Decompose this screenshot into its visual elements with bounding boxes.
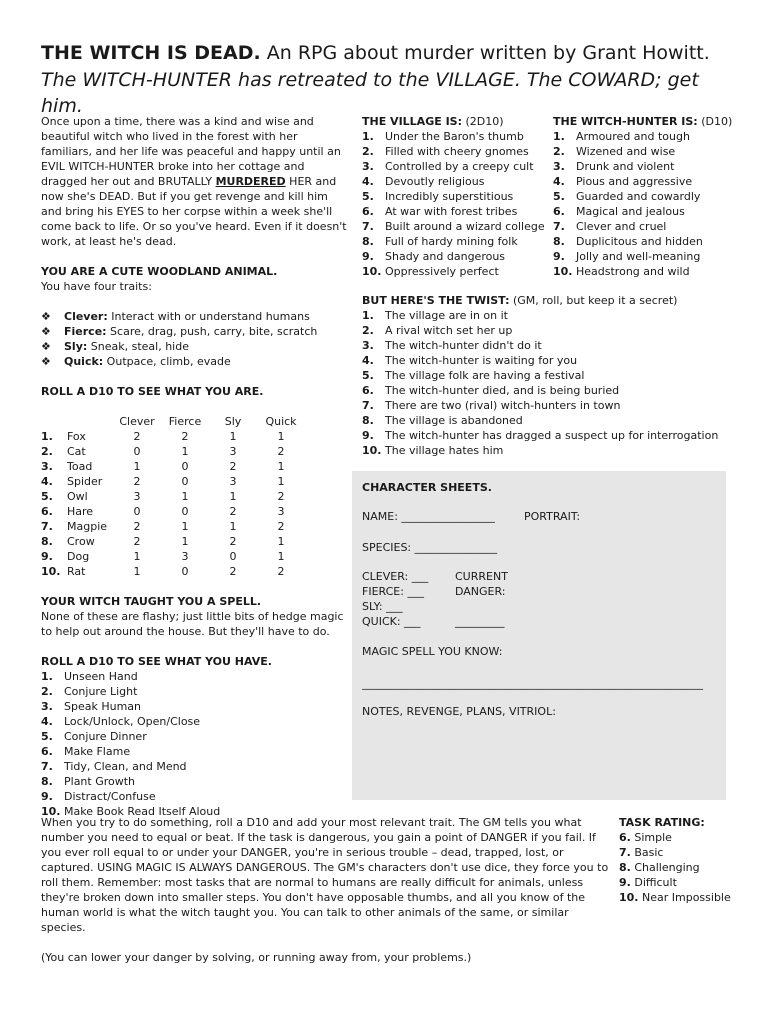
list-item: 4. The witch-hunter is waiting for you [362,354,578,367]
list-item: 7. Built around a wizard college [362,220,545,233]
twist-heading: BUT HERE'S THE TWIST: (GM, roll, but keep it a secret) [362,294,678,307]
list-item: 6. The witch-hunter died, and is being buried [362,384,620,397]
list-item: 5. Incredibly superstitious [362,190,514,203]
list-item: 5. Conjure Dinner [41,730,147,743]
list-item: 3. Drunk and violent [553,160,675,173]
task-rating-section [619,815,749,905]
roll-animal-heading: ROLL A D10 TO SEE WHAT YOU ARE. [41,385,264,398]
animal-subtext: You have four traits: [41,280,152,293]
list-item: 6. At war with forest tribes [362,205,518,218]
animal-heading: YOU ARE A CUTE WOODLAND ANIMAL. [41,265,278,278]
list-item: 7. Tidy, Clean, and Mend [41,760,187,773]
rules-section [41,815,611,965]
diamond-bullet-icon: ❖ [41,310,51,323]
list-item: 8. Duplicitous and hidden [553,235,703,248]
list-item: 9. Jolly and well-meaning [553,250,701,263]
witch-hunter-list [553,129,733,279]
diamond-bullet-icon: ❖ [41,340,51,353]
list-item: 5. Guarded and cowardly [553,190,701,203]
list-item: 3. Controlled by a creepy cult [362,160,534,173]
sly-field[interactable]: SLY: ___ [362,600,403,613]
twist-section [362,293,742,458]
list-item: 8. The village is abandoned [362,414,523,427]
twist-list [362,308,742,458]
list-item: 1. Armoured and tough [553,130,690,143]
list-item: 1. Under the Baron's thumb [362,130,524,143]
diamond-bullet-icon: ❖ [41,325,51,338]
table-row: 3. Toad 1 0 2 1 [41,460,285,473]
list-item: 3. The witch-hunter didn't do it [362,339,542,352]
sheet-heading: CHARACTER SHEETS. [362,481,492,494]
list-item: 9. Shady and dangerous [362,250,506,263]
list-item: 6. Make Flame [41,745,131,758]
witch-hunter-heading: THE WITCH-HUNTER IS: (D10) [553,115,733,128]
spell-known-label: MAGIC SPELL YOU KNOW: [362,645,503,658]
spell-known-field[interactable]: ______________________________________________________________ [362,677,703,690]
page-title: THE WITCH IS DEAD. An RPG about murder written by Grant Howitt. [41,42,710,64]
table-header-row: Clever Fierce Sly Quick [119,415,297,428]
list-item: ❖ Quick: Outpace, climb, evade [41,355,231,368]
rules-paragraph: When you try to do something, roll a D10 and add your most relevant trait. The GM tells you what number you need to equal or beat. If the task is dangerous, you gain a point of DANGER if you fail. If you ever roll equal to or under your DANGER, you're in serious trouble – dead, trapped, lost, or captured. USING MAGIC IS ALWAYS DANGEROUS. The GM's characters don't use dice, they force you to roll them. Remember: most tasks that are normal to humans are really difficult for animals, unless they're broken down into smaller steps. You don't have opposable thumbs, and all you know of the human world is what the witch taught you. You can talk to other animals of the same, or similar species. [41,816,609,934]
list-item: 10. Make Book Read Itself Aloud [41,805,221,818]
list-item: 7. Basic [619,846,664,859]
animal-table [41,414,303,579]
notes-label: NOTES, REVENGE, PLANS, VITRIOL: [362,705,556,718]
table-row: 6. Hare 0 0 2 3 [41,505,285,518]
list-item: 4. Pious and aggressive [553,175,693,188]
spell-text: None of these are flashy; just little bits of hedge magic to help out around the house. But they'll have to do. [41,610,344,638]
danger-field[interactable]: _________ [455,615,505,628]
list-item: ❖ Sly: Sneak, steal, hide [41,340,189,353]
page-subtitle: The WITCH-HUNTER has retreated to the VILLAGE. The COWARD; get him. [41,69,699,117]
roll-spell-heading: ROLL A D10 TO SEE WHAT YOU HAVE. [41,655,272,668]
portrait-label: PORTRAIT: [524,510,581,523]
list-item: 5. The village folk are having a festival [362,369,585,382]
list-item: 7. Clever and cruel [553,220,667,233]
list-item: 1. The village are in on it [362,309,508,322]
table-row: 4. Spider 2 0 3 1 [41,475,285,488]
spell-list [41,669,349,819]
traits-list [41,309,349,369]
quick-field[interactable]: QUICK: ___ [362,615,421,628]
character-sheet-panel [352,471,726,800]
list-item: 10. Oppressively perfect [362,265,499,278]
danger-label: DANGER: [455,585,506,598]
witch-hunter-section [553,114,733,279]
table-row: 10. Rat 1 0 2 2 [41,565,285,578]
spell-heading: YOUR WITCH TAUGHT YOU A SPELL. [41,595,262,608]
intro-paragraph: Once upon a time, there was a kind and wise and beautiful witch who lived in the forest with her familiars, and her life was peaceful and happy until an EVIL WITCH-HUNTER broke into her cottage and dragged her out and BRUTALLY MURDERED HER and now she's DEAD. But if you get revenge and kill him and bring his EYES to her corpse within a week she'll come back to life. Or so you've heard. Even if it doesn't work, at least he's dead. [41,115,347,248]
clever-field[interactable]: CLEVER: ___ [362,570,429,583]
list-item: 4. Devoutly religious [362,175,485,188]
table-row: 9. Dog 1 3 0 1 [41,550,285,563]
list-item: ❖ Fierce: Scare, drag, push, carry, bite, scratch [41,325,318,338]
list-item: 2. Wizened and wise [553,145,676,158]
left-column [41,114,349,819]
list-item: 1. Unseen Hand [41,670,138,683]
list-item: 8. Plant Growth [41,775,136,788]
village-heading: THE VILLAGE IS: (2D10) [362,115,504,128]
list-item: 10. Headstrong and wild [553,265,690,278]
name-field[interactable]: NAME: _________________ [362,510,495,523]
table-row: 5. Owl 3 1 1 2 [41,490,285,503]
village-list [362,129,552,279]
list-item: 8. Challenging [619,861,700,874]
diamond-bullet-icon: ❖ [41,355,51,368]
task-rating-heading: TASK RATING: [619,816,705,829]
list-item: 4. Lock/Unlock, Open/Close [41,715,201,728]
list-item: 10. The village hates him [362,444,504,457]
species-field[interactable]: SPECIES: _______________ [362,541,498,554]
list-item: 2. A rival witch set her up [362,324,513,337]
list-item: 10. Near Impossible [619,891,731,904]
list-item: 6. Magical and jealous [553,205,685,218]
list-item: 9. The witch-hunter has dragged a suspect up for interrogation [362,429,719,442]
list-item: 2. Filled with cheery gnomes [362,145,529,158]
list-item: 6. Simple [619,831,672,844]
current-label: CURRENT [455,570,508,583]
list-item: ❖ Clever: Interact with or understand humans [41,310,310,323]
table-row: 2. Cat 0 1 3 2 [41,445,285,458]
rules-note: (You can lower your danger by solving, or running away from, your problems.) [41,951,472,964]
list-item: 9. Distract/Confuse [41,790,156,803]
list-item: 7. There are two (rival) witch-hunters in town [362,399,621,412]
list-item: 9. Difficult [619,876,677,889]
fierce-field[interactable]: FIERCE: ___ [362,585,424,598]
list-item: 3. Speak Human [41,700,142,713]
table-row: 8. Crow 2 1 2 1 [41,535,285,548]
table-row: 7. Magpie 2 1 1 2 [41,520,285,533]
village-section [362,114,552,279]
list-item: 2. Conjure Light [41,685,138,698]
list-item: 8. Full of hardy mining folk [362,235,518,248]
table-row: 1. Fox 2 2 1 1 [41,430,285,443]
